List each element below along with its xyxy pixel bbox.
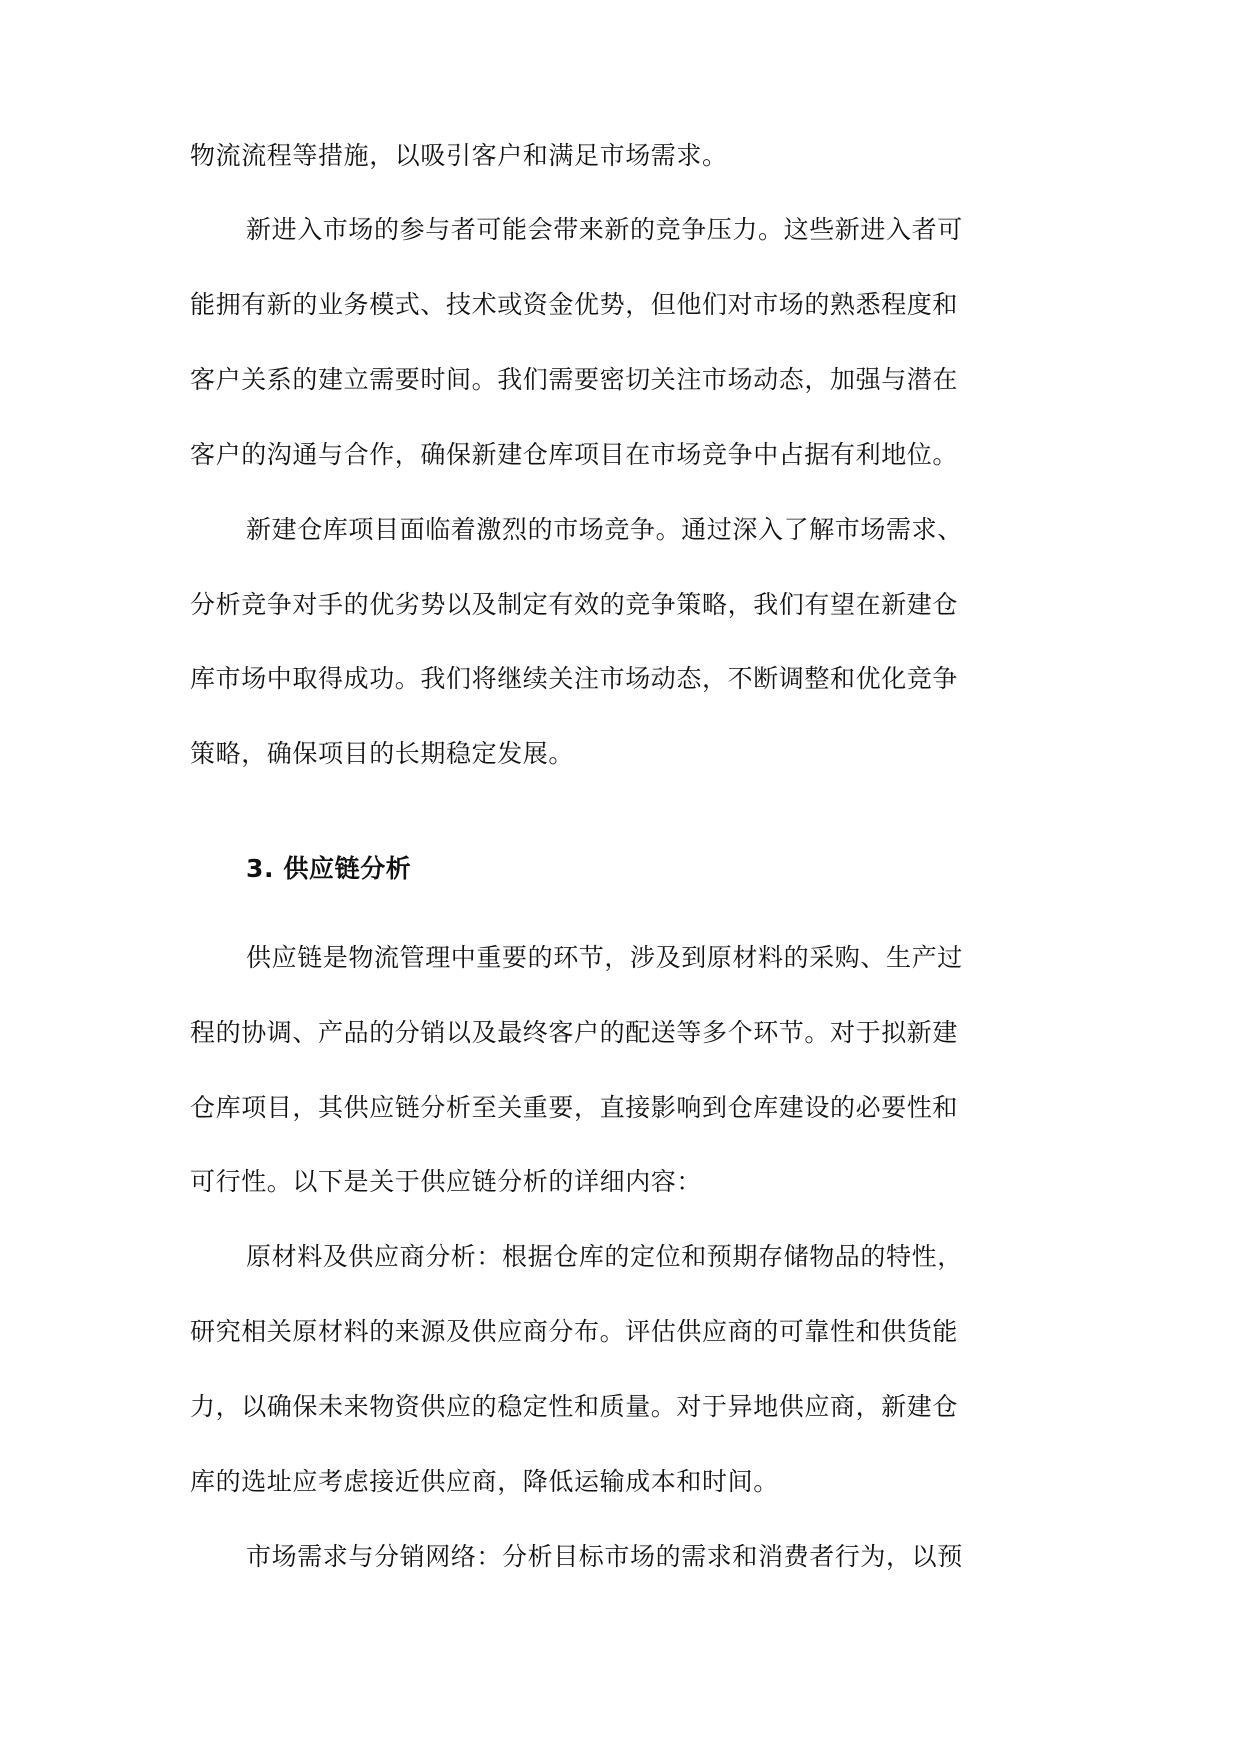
paragraph-line: 研究相关原材料的来源及供应商分布。评估供应商的可靠性和供货能 bbox=[190, 1317, 959, 1346]
paragraph-line: 库市场中取得成功。我们将继续关注市场动态，不断调整和优化竞争 bbox=[190, 664, 959, 693]
paragraph-line: 供应链是物流管理中重要的环节，涉及到原材料的采购、生产过 bbox=[246, 943, 963, 972]
paragraph-line: 策略，确保项目的长期稳定发展。 bbox=[190, 739, 575, 768]
paragraph-line: 可行性。以下是关于供应链分析的详细内容： bbox=[190, 1167, 703, 1196]
paragraph-line: 程的协调、产品的分销以及最终客户的配送等多个环节。对于拟新建 bbox=[190, 1018, 959, 1047]
paragraph-line: 客户的沟通与合作，确保新建仓库项目在市场竞争中占据有利地位。 bbox=[190, 440, 959, 469]
section-heading: 3. 供应链分析 bbox=[246, 854, 412, 883]
paragraph-line: 客户关系的建立需要时间。我们需要密切关注市场动态，加强与潜在 bbox=[190, 365, 959, 394]
paragraph-line: 新建仓库项目面临着激烈的市场竞争。通过深入了解市场需求、 bbox=[246, 515, 963, 544]
paragraph-line: 库的选址应考虑接近供应商，降低运输成本和时间。 bbox=[190, 1467, 779, 1496]
paragraph-line: 原材料及供应商分析：根据仓库的定位和预期存储物品的特性， bbox=[246, 1242, 963, 1271]
paragraph-line: 新进入市场的参与者可能会带来新的竞争压力。这些新进入者可 bbox=[246, 215, 963, 244]
paragraph-line: 物流流程等措施，以吸引客户和满足市场需求。 bbox=[190, 141, 728, 170]
paragraph-line: 市场需求与分销网络：分析目标市场的需求和消费者行为，以预 bbox=[246, 1542, 963, 1571]
paragraph-line: 仓库项目，其供应链分析至关重要，直接影响到仓库建设的必要性和 bbox=[190, 1093, 959, 1122]
paragraph-line: 能拥有新的业务模式、技术或资金优势，但他们对市场的熟悉程度和 bbox=[190, 290, 959, 319]
paragraph-line: 力，以确保未来物资供应的稳定性和质量。对于异地供应商，新建仓 bbox=[190, 1392, 959, 1421]
paragraph-line: 分析竞争对手的优劣势以及制定有效的竞争策略，我们有望在新建仓 bbox=[190, 590, 959, 619]
